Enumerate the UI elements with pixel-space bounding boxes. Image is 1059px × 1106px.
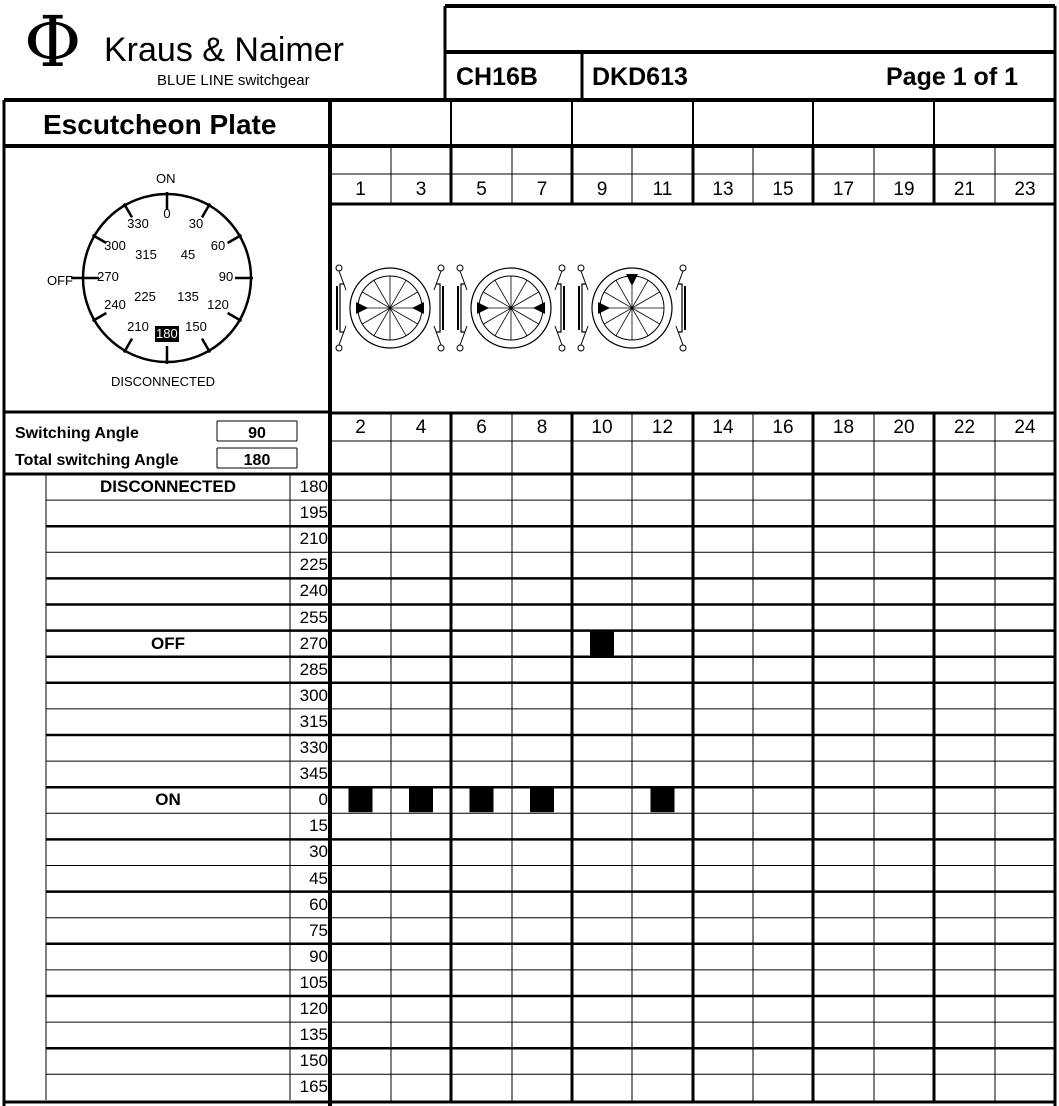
terminal-number-top: 19 — [893, 179, 915, 200]
terminal-bottom — [457, 345, 463, 351]
position-angle: 300 — [299, 685, 328, 705]
terminal-number-bottom: 20 — [893, 417, 915, 438]
dial-angle-label: 315 — [135, 247, 157, 262]
series-code: CH16B — [456, 63, 538, 91]
terminal-top — [336, 265, 342, 271]
contact-pointer — [533, 302, 545, 314]
terminal-number-top: 9 — [596, 179, 608, 200]
dial-label-disconnected: DISCONNECTED — [111, 374, 216, 389]
terminal-number-bottom: 24 — [1014, 417, 1036, 438]
contact-bracket — [557, 284, 561, 332]
contact-symbols — [336, 265, 686, 351]
position-angle: 330 — [299, 738, 328, 757]
position-angle: 195 — [299, 503, 328, 523]
dial-angle-label: 180 — [156, 326, 178, 341]
terminal-number-bottom: 8 — [536, 417, 548, 438]
position-angle: 0 — [318, 790, 328, 810]
dial-angle-label: 240 — [104, 297, 126, 312]
terminal-number-top: 21 — [953, 179, 976, 200]
contact-pointer — [598, 302, 610, 314]
contact-pointer — [477, 302, 489, 314]
position-angle: 150 — [299, 1051, 328, 1071]
dial-angle-label: 120 — [207, 297, 229, 312]
switching-angle-label: Switching Angle — [15, 425, 139, 442]
contact-closed-mark — [651, 788, 675, 812]
terminal-top — [578, 265, 584, 271]
terminal-number-top: 7 — [536, 179, 548, 200]
position-angle: 225 — [299, 555, 328, 575]
position-angle: 165 — [299, 1077, 328, 1097]
contact-bracket — [436, 284, 440, 332]
terminal-number-top: 1 — [355, 179, 366, 200]
position-angle: 75 — [309, 920, 328, 940]
terminal-number-top: 5 — [476, 179, 487, 200]
dial-angle-label: 60 — [210, 238, 226, 253]
dial-tick — [202, 339, 210, 353]
terminal-number-top: 17 — [832, 179, 855, 200]
contact-bracket — [582, 284, 586, 332]
dial-angle-label: 210 — [127, 319, 149, 334]
position-name: OFF — [151, 633, 185, 653]
contact-closed-mark — [470, 788, 494, 812]
terminal-number-top: 11 — [652, 179, 673, 200]
escutcheon-title: Escutcheon Plate — [43, 109, 277, 140]
position-angle: 285 — [299, 659, 328, 679]
position-name: ON — [155, 790, 181, 810]
dial-angle-label: 300 — [104, 238, 126, 253]
position-angle: 240 — [299, 581, 328, 601]
total-angle-value: 180 — [243, 452, 271, 469]
position-angle: 120 — [299, 999, 328, 1018]
page-number: Page 1 of 1 — [886, 63, 1018, 91]
dial-angle-label: 135 — [177, 289, 199, 304]
terminal-bottom — [680, 345, 686, 351]
terminal-bottom — [578, 345, 584, 351]
contact-pointer — [356, 302, 368, 314]
dial-angle-label: 270 — [97, 269, 119, 284]
terminal-top — [438, 265, 444, 271]
contact-closed-mark — [590, 632, 614, 656]
brand-name: Kraus & Naimer — [104, 31, 344, 69]
terminal-number-bottom: 12 — [651, 417, 674, 438]
position-angle: 210 — [299, 529, 328, 549]
dial-angle-label: 150 — [185, 319, 207, 334]
brand-tagline: BLUE LINE switchgear — [157, 72, 310, 89]
position-angle: 180 — [299, 477, 328, 496]
position-angle: 105 — [299, 972, 328, 992]
contact-closed-mark — [530, 788, 554, 812]
dial-tick — [124, 339, 132, 353]
dial-angle-label: 90 — [218, 269, 234, 284]
terminal-number-top: 23 — [1014, 179, 1036, 200]
contact-closed-mark — [349, 788, 373, 812]
contact-pointer — [626, 274, 638, 286]
terminal-bottom — [559, 345, 565, 351]
contact-bracket — [340, 284, 344, 332]
terminal-number-bottom: 2 — [355, 417, 366, 438]
position-angle: 30 — [309, 842, 328, 862]
contact-bracket — [461, 284, 465, 332]
terminal-top — [680, 265, 686, 271]
terminal-number-top: 13 — [712, 179, 734, 200]
terminal-number-bottom: 16 — [772, 417, 794, 438]
switching-angle-value: 90 — [248, 425, 266, 442]
position-angle: 15 — [309, 816, 328, 836]
terminal-bottom — [336, 345, 342, 351]
position-name: DISCONNECTED — [99, 477, 236, 496]
position-angle: 315 — [299, 711, 328, 731]
terminal-number-top: 15 — [772, 179, 794, 200]
terminal-number-bottom: 14 — [712, 417, 734, 438]
terminal-number-bottom: 6 — [476, 417, 487, 438]
dial-label-off: OFF — [47, 273, 73, 288]
dial-angle-label: 330 — [127, 216, 149, 231]
terminal-number-bottom: 10 — [591, 417, 613, 438]
position-angle: 135 — [299, 1025, 328, 1045]
position-angle: 255 — [299, 607, 328, 627]
position-angle: 60 — [309, 894, 328, 914]
dial-angle-label: 225 — [134, 289, 156, 304]
terminal-number-top: 3 — [415, 179, 427, 200]
position-angle: 270 — [299, 633, 328, 653]
position-angle: 45 — [309, 868, 328, 888]
program-code: DKD613 — [592, 63, 688, 91]
terminal-number-bottom: 4 — [415, 417, 427, 438]
total-angle-label: Total switching Angle — [15, 452, 179, 469]
position-angle: 345 — [299, 764, 328, 784]
terminal-number-bottom: 22 — [953, 417, 976, 438]
contact-bracket — [678, 284, 682, 332]
contact-closed-mark — [409, 788, 433, 812]
dial-angle-label: 30 — [188, 216, 204, 231]
dial-tick — [93, 313, 107, 321]
terminal-top — [457, 265, 463, 271]
terminal-bottom — [438, 345, 444, 351]
position-angle: 90 — [309, 946, 328, 966]
dial-angle-label: 45 — [180, 247, 196, 262]
terminal-top — [559, 265, 565, 271]
brand-logo-icon: Φ — [24, 1, 82, 83]
dial-tick — [228, 313, 242, 321]
terminal-number-bottom: 18 — [832, 417, 855, 438]
contact-pointer — [412, 302, 424, 314]
dial-label-on: ON — [156, 171, 176, 186]
dial-angle-label: 0 — [163, 206, 171, 221]
